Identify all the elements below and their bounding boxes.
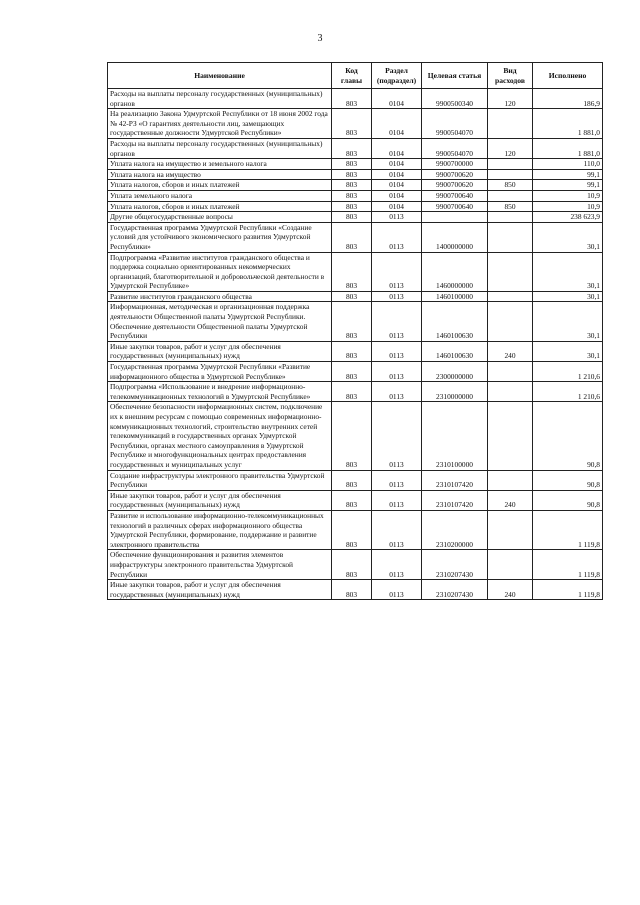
row-target-item <box>422 212 488 223</box>
row-name: Подпрограмма «Использование и внедрение информационно-телекоммуникационных технологий в Удмуртской Республике» <box>108 382 332 402</box>
row-amount: 1 119,8 <box>533 510 603 549</box>
row-expense-kind: 240 <box>488 341 533 361</box>
row-section: 0113 <box>372 341 422 361</box>
row-amount: 110,0 <box>533 159 603 170</box>
row-amount: 1 210,6 <box>533 362 603 382</box>
row-section: 0104 <box>372 180 422 191</box>
row-code: 803 <box>332 252 372 291</box>
row-expense-kind <box>488 190 533 201</box>
row-expense-kind <box>488 362 533 382</box>
row-expense-kind: 120 <box>488 89 533 109</box>
row-section: 0113 <box>372 302 422 341</box>
row-code: 803 <box>332 222 372 252</box>
row-section: 0113 <box>372 510 422 549</box>
row-code: 803 <box>332 89 372 109</box>
row-name: Иные закупки товаров, работ и услуг для обеспечения государственных (муниципальных) нужд <box>108 490 332 510</box>
table-row <box>108 580 603 600</box>
row-section: 0113 <box>372 291 422 302</box>
row-amount: 1 210,6 <box>533 382 603 402</box>
row-name: Иные закупки товаров, работ и услуг для обеспечения государственных (муниципальных) нужд <box>108 580 332 600</box>
row-target-item: 9900700640 <box>422 190 488 201</box>
row-name: Государственная программа Удмуртской Республики «Создание условий для устойчивого экономического развития Удмуртской Республики» <box>108 222 332 252</box>
row-code: 803 <box>332 382 372 402</box>
header-name: Наименование <box>108 63 332 89</box>
row-target-item: 2310107420 <box>422 490 488 510</box>
row-expense-kind <box>488 302 533 341</box>
row-target-item: 2310107420 <box>422 470 488 490</box>
row-section: 0113 <box>372 212 422 223</box>
row-code: 803 <box>332 201 372 212</box>
row-target-item: 2310207430 <box>422 550 488 580</box>
row-target-item: 1460100000 <box>422 291 488 302</box>
row-expense-kind <box>488 470 533 490</box>
table-row <box>108 302 603 341</box>
row-target-item: 2310207430 <box>422 580 488 600</box>
row-code: 803 <box>332 402 372 470</box>
table-body <box>108 89 603 600</box>
row-code: 803 <box>332 291 372 302</box>
table-row <box>108 190 603 201</box>
row-target-item: 9900700620 <box>422 169 488 180</box>
header-item: Целевая статья <box>422 63 488 89</box>
row-section: 0113 <box>372 580 422 600</box>
row-expense-kind <box>488 222 533 252</box>
table-row <box>108 490 603 510</box>
row-target-item: 1460000000 <box>422 252 488 291</box>
row-target-item: 2310000000 <box>422 382 488 402</box>
row-code: 803 <box>332 490 372 510</box>
row-amount: 30,1 <box>533 252 603 291</box>
row-section: 0104 <box>372 109 422 139</box>
row-code: 803 <box>332 302 372 341</box>
table-row <box>108 382 603 402</box>
row-code: 803 <box>332 180 372 191</box>
row-expense-kind <box>488 169 533 180</box>
row-code: 803 <box>332 550 372 580</box>
row-name: Уплата налогов, сборов и иных платежей <box>108 180 332 191</box>
table-header <box>108 63 603 89</box>
row-amount: 30,1 <box>533 302 603 341</box>
row-section: 0113 <box>372 252 422 291</box>
table-row <box>108 402 603 470</box>
row-code: 803 <box>332 470 372 490</box>
row-amount: 1 119,8 <box>533 580 603 600</box>
row-amount: 90,8 <box>533 490 603 510</box>
table-row <box>108 180 603 191</box>
header-section: Раздел (подраздел) <box>372 63 422 89</box>
row-code: 803 <box>332 212 372 223</box>
row-target-item: 9900504070 <box>422 109 488 139</box>
row-target-item: 9900700000 <box>422 159 488 170</box>
row-amount: 99,1 <box>533 180 603 191</box>
header-row <box>108 63 603 89</box>
row-target-item: 1460100630 <box>422 302 488 341</box>
row-name: Уплата земельного налога <box>108 190 332 201</box>
table-row <box>108 201 603 212</box>
row-amount: 1 119,8 <box>533 550 603 580</box>
row-amount: 1 881,0 <box>533 138 603 158</box>
row-name: Уплата налога на имущество <box>108 169 332 180</box>
row-section: 0113 <box>372 470 422 490</box>
row-target-item: 2300000000 <box>422 362 488 382</box>
row-expense-kind: 240 <box>488 490 533 510</box>
row-expense-kind <box>488 109 533 139</box>
row-expense-kind: 850 <box>488 180 533 191</box>
row-expense-kind <box>488 550 533 580</box>
row-code: 803 <box>332 190 372 201</box>
row-name: Развитие институтов гражданского общества <box>108 291 332 302</box>
row-section: 0104 <box>372 190 422 201</box>
row-code: 803 <box>332 159 372 170</box>
row-code: 803 <box>332 362 372 382</box>
row-code: 803 <box>332 580 372 600</box>
row-expense-kind <box>488 382 533 402</box>
row-name: Иные закупки товаров, работ и услуг для обеспечения государственных (муниципальных) нужд <box>108 341 332 361</box>
row-amount: 90,8 <box>533 470 603 490</box>
row-name: Уплата налогов, сборов и иных платежей <box>108 201 332 212</box>
row-amount: 1 881,0 <box>533 109 603 139</box>
row-expense-kind: 240 <box>488 580 533 600</box>
row-expense-kind <box>488 510 533 549</box>
row-expense-kind: 850 <box>488 201 533 212</box>
row-amount: 186,9 <box>533 89 603 109</box>
row-code: 803 <box>332 169 372 180</box>
row-amount: 10,9 <box>533 201 603 212</box>
table-row <box>108 109 603 139</box>
row-section: 0113 <box>372 490 422 510</box>
table-row <box>108 341 603 361</box>
row-amount: 30,1 <box>533 291 603 302</box>
row-section: 0104 <box>372 159 422 170</box>
row-name: Уплата налога на имущество и земельного налога <box>108 159 332 170</box>
row-target-item: 9900700620 <box>422 180 488 191</box>
row-name: Другие общегосударственные вопросы <box>108 212 332 223</box>
header-amount: Исполнено <box>533 63 603 89</box>
row-expense-kind <box>488 212 533 223</box>
table-row <box>108 550 603 580</box>
row-code: 803 <box>332 109 372 139</box>
row-code: 803 <box>332 341 372 361</box>
row-name: На реализацию Закона Удмуртской Республики от 18 июня 2002 года № 42-РЗ «О гарантиях деятельности лиц, замещающих государственные должности Удмуртской Республики» <box>108 109 332 139</box>
row-expense-kind <box>488 159 533 170</box>
row-amount: 90,8 <box>533 402 603 470</box>
table-row <box>108 510 603 549</box>
row-target-item: 9900500340 <box>422 89 488 109</box>
row-expense-kind <box>488 291 533 302</box>
row-section: 0104 <box>372 138 422 158</box>
header-kind: Вид расходов <box>488 63 533 89</box>
row-section: 0104 <box>372 89 422 109</box>
row-target-item: 1460100630 <box>422 341 488 361</box>
budget-table <box>107 62 603 600</box>
table-row <box>108 159 603 170</box>
row-section: 0113 <box>372 382 422 402</box>
table-row <box>108 470 603 490</box>
row-name: Информационная, методическая и организационная поддержка деятельности Общественной палаты Удмуртской Республики. Обеспечение деятельности Общественной палаты Удмуртской Республики <box>108 302 332 341</box>
row-section: 0113 <box>372 362 422 382</box>
row-expense-kind <box>488 402 533 470</box>
row-code: 803 <box>332 138 372 158</box>
table-row <box>108 212 603 223</box>
row-section: 0104 <box>372 201 422 212</box>
row-amount: 99,1 <box>533 169 603 180</box>
row-name: Развитие и использование информационно-телекоммуникационных технологий в различных сферах информационного общества Удмуртской Республики, формирование, поддержание и развитие электронного правительства <box>108 510 332 549</box>
row-expense-kind: 120 <box>488 138 533 158</box>
row-section: 0104 <box>372 169 422 180</box>
row-target-item: 2310200000 <box>422 510 488 549</box>
row-name: Обеспечение безопасности информационных систем, подключение их к внешним ресурсам с помощью современных информационно-коммуникационных технологий, строительство внутренних сетей телекоммуникаций в государственных органах Удмуртской Республики, органах местного самоуправления в Удмуртской Республике и многофункциональных центрах предоставления государственных и муниципальных услуг <box>108 402 332 470</box>
table-row <box>108 89 603 109</box>
row-target-item: 2310100000 <box>422 402 488 470</box>
row-amount: 10,9 <box>533 190 603 201</box>
table-row <box>108 252 603 291</box>
page-number: 3 <box>317 33 323 44</box>
row-name: Обеспечение функционирования и развития элементов инфраструктуры электронного правительства Удмуртской Республики <box>108 550 332 580</box>
table-row <box>108 169 603 180</box>
row-expense-kind <box>488 252 533 291</box>
row-code: 803 <box>332 510 372 549</box>
row-target-item: 9900700640 <box>422 201 488 212</box>
row-amount: 30,1 <box>533 222 603 252</box>
row-name: Подпрограмма «Развитие институтов гражданского общества и поддержка социально ориентированных некоммерческих организаций, благотворительной и добровольческой деятельности в Удмуртской Республике» <box>108 252 332 291</box>
row-target-item: 9900504070 <box>422 138 488 158</box>
header-code: Код главы <box>332 63 372 89</box>
table-row <box>108 138 603 158</box>
row-section: 0113 <box>372 222 422 252</box>
row-amount: 238 623,9 <box>533 212 603 223</box>
row-name: Расходы на выплаты персоналу государственных (муниципальных) органов <box>108 89 332 109</box>
row-target-item: 1400000000 <box>422 222 488 252</box>
table-row <box>108 362 603 382</box>
row-section: 0113 <box>372 402 422 470</box>
row-name: Государственная программа Удмуртской Республики «Развитие информационного общества в Удмуртской Республике» <box>108 362 332 382</box>
row-name: Расходы на выплаты персоналу государственных (муниципальных) органов <box>108 138 332 158</box>
row-section: 0113 <box>372 550 422 580</box>
row-name: Создание инфраструктуры электронного правительства Удмуртской Республики <box>108 470 332 490</box>
row-amount: 30,1 <box>533 341 603 361</box>
table-row <box>108 291 603 302</box>
table-row <box>108 222 603 252</box>
